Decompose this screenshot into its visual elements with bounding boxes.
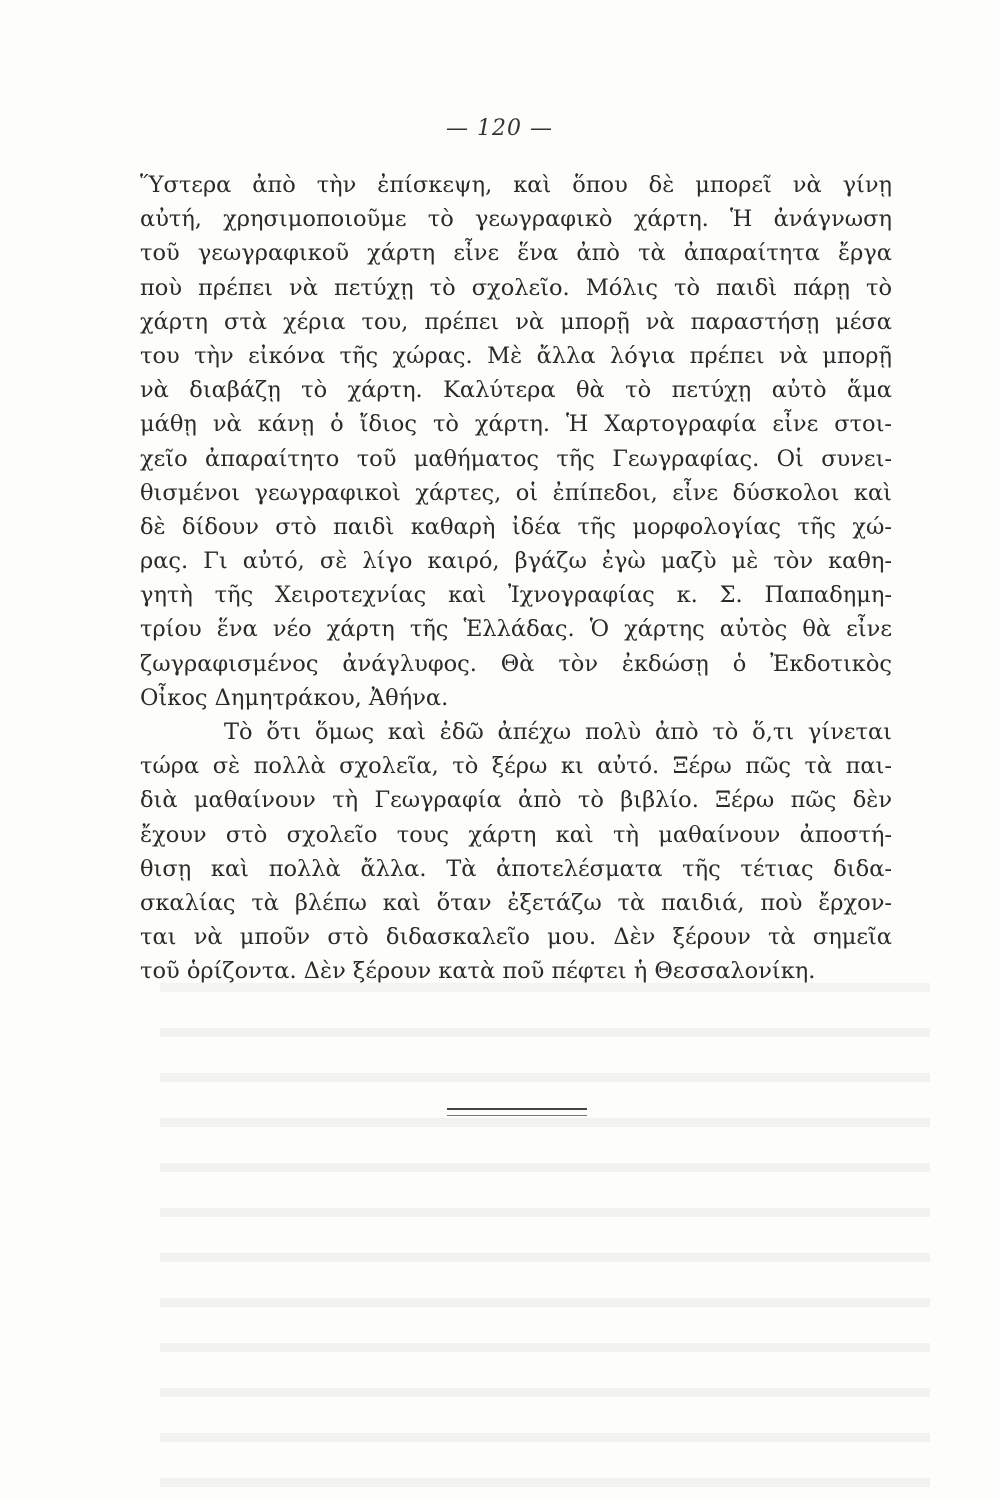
text-line: νὰ διαβάζῃ τὸ χάρτη. Καλύτερα θὰ τὸ πετύχῃ αὐτὸ ἅμα <box>140 377 892 404</box>
text-line: τοῦ ὁρίζοντα. Δὲν ξέρουν κατὰ ποῦ πέφτει ἡ Θεσσαλονίκη. <box>140 958 816 985</box>
text-line: χάρτη στὰ χέρια του, πρέπει νὰ μπορῇ νὰ παραστήσῃ μέσα <box>140 308 892 335</box>
text-line: Οἶκος Δημητράκου, Ἀθήνα. <box>140 684 449 711</box>
page-number: — 120 — <box>446 116 553 141</box>
text-line: δὲ δίδουν στὸ παιδὶ καθαρὴ ἰδέα τῆς μορφολογίας τῆς χώ- <box>140 513 892 540</box>
text-line: ἔχουν στὸ σχολεῖο τους χάρτη καὶ τὴ μαθαίνουν ἀποστή- <box>140 821 892 848</box>
text-line: ται νὰ μποῦν στὸ διδασκαλεῖο μου. Δὲν ξέρουν τὰ σημεῖα <box>140 924 892 951</box>
text-line: γητὴ τῆς Χειροτεχνίας καὶ Ἰχνογραφίας κ. Σ. Παπαδημη- <box>140 582 892 609</box>
text-line: τρίου ἕνα νέο χάρτη τῆς Ἑλλάδας. Ὁ χάρτης αὐτὸς θὰ εἶνε <box>140 616 892 643</box>
section-separator <box>447 1108 587 1116</box>
text-line: μάθῃ νὰ κάνῃ ὁ ἴδιος τὸ χάρτη. Ἡ Χαρτογραφία εἶνε στοι- <box>140 411 892 438</box>
text-line: σκαλίας τὰ βλέπω καὶ ὅταν ἐξετάζω τὰ παιδιά, ποὺ ἔρχον- <box>140 889 892 916</box>
text-line: του τὴν εἰκόνα τῆς χώρας. Μὲ ἄλλα λόγια πρέπει νὰ μπορῇ <box>140 342 892 369</box>
text-line: Ὕστερα ἀπὸ τὴν ἐπίσκεψη, καὶ ὅπου δὲ μπορεῖ νὰ γίνῃ <box>140 172 892 198</box>
show-through-text <box>160 950 930 1390</box>
text-line: ρας. Γι αὐτό, σὲ λίγο καιρό, βγάζω ἐγὼ μαζὺ μὲ τὸν καθη- <box>140 548 892 575</box>
text-line: ζωγραφισμένος ἀνάγλυφος. Θὰ τὸν ἐκδώσῃ ὁ Ἐκδοτικὸς <box>140 650 892 677</box>
text-line: ποὺ πρέπει νὰ πετύχῃ τὸ σχολεῖο. Μόλις τὸ παιδὶ πάρῃ τὸ <box>140 274 892 301</box>
text-line: αὐτή, χρησιμοποιοῦμε τὸ γεωγραφικὸ χάρτη. Ἡ ἀνάγνωση <box>140 206 892 233</box>
text-line: τοῦ γεωγραφικοῦ χάρτη εἶνε ἕνα ἀπὸ τὰ ἀπαραίτητα ἔργα <box>140 240 892 267</box>
paragraph-2 <box>140 715 892 989</box>
text-line: θισμένοι γεωγραφικοὶ χάρτες, οἱ ἐπίπεδοι, εἶνε δύσκολοι καὶ <box>140 479 892 506</box>
paragraph-1 <box>140 168 892 715</box>
text-line: διὰ μαθαίνουν τὴ Γεωγραφία ἀπὸ τὸ βιβλίο. Ξέρω πῶς δὲν <box>140 787 892 814</box>
text-line: Τὸ ὅτι ὅμως καὶ ἐδῶ ἀπέχω πολὺ ἀπὸ τὸ ὅ,τι γίνεται <box>224 719 892 745</box>
text-line: τώρα σὲ πολλὰ σχολεῖα, τὸ ξέρω κι αὐτό. Ξέρω πῶς τὰ παι- <box>140 753 892 780</box>
text-line: χεῖο ἀπαραίτητο τοῦ μαθήματος τῆς Γεωγραφίας. Οἱ συνει- <box>140 445 892 472</box>
text-line: θισῃ καὶ πολλὰ ἄλλα. Τὰ ἀποτελέσματα τῆς τέτιας διδα- <box>140 855 892 882</box>
body-text <box>140 168 892 989</box>
